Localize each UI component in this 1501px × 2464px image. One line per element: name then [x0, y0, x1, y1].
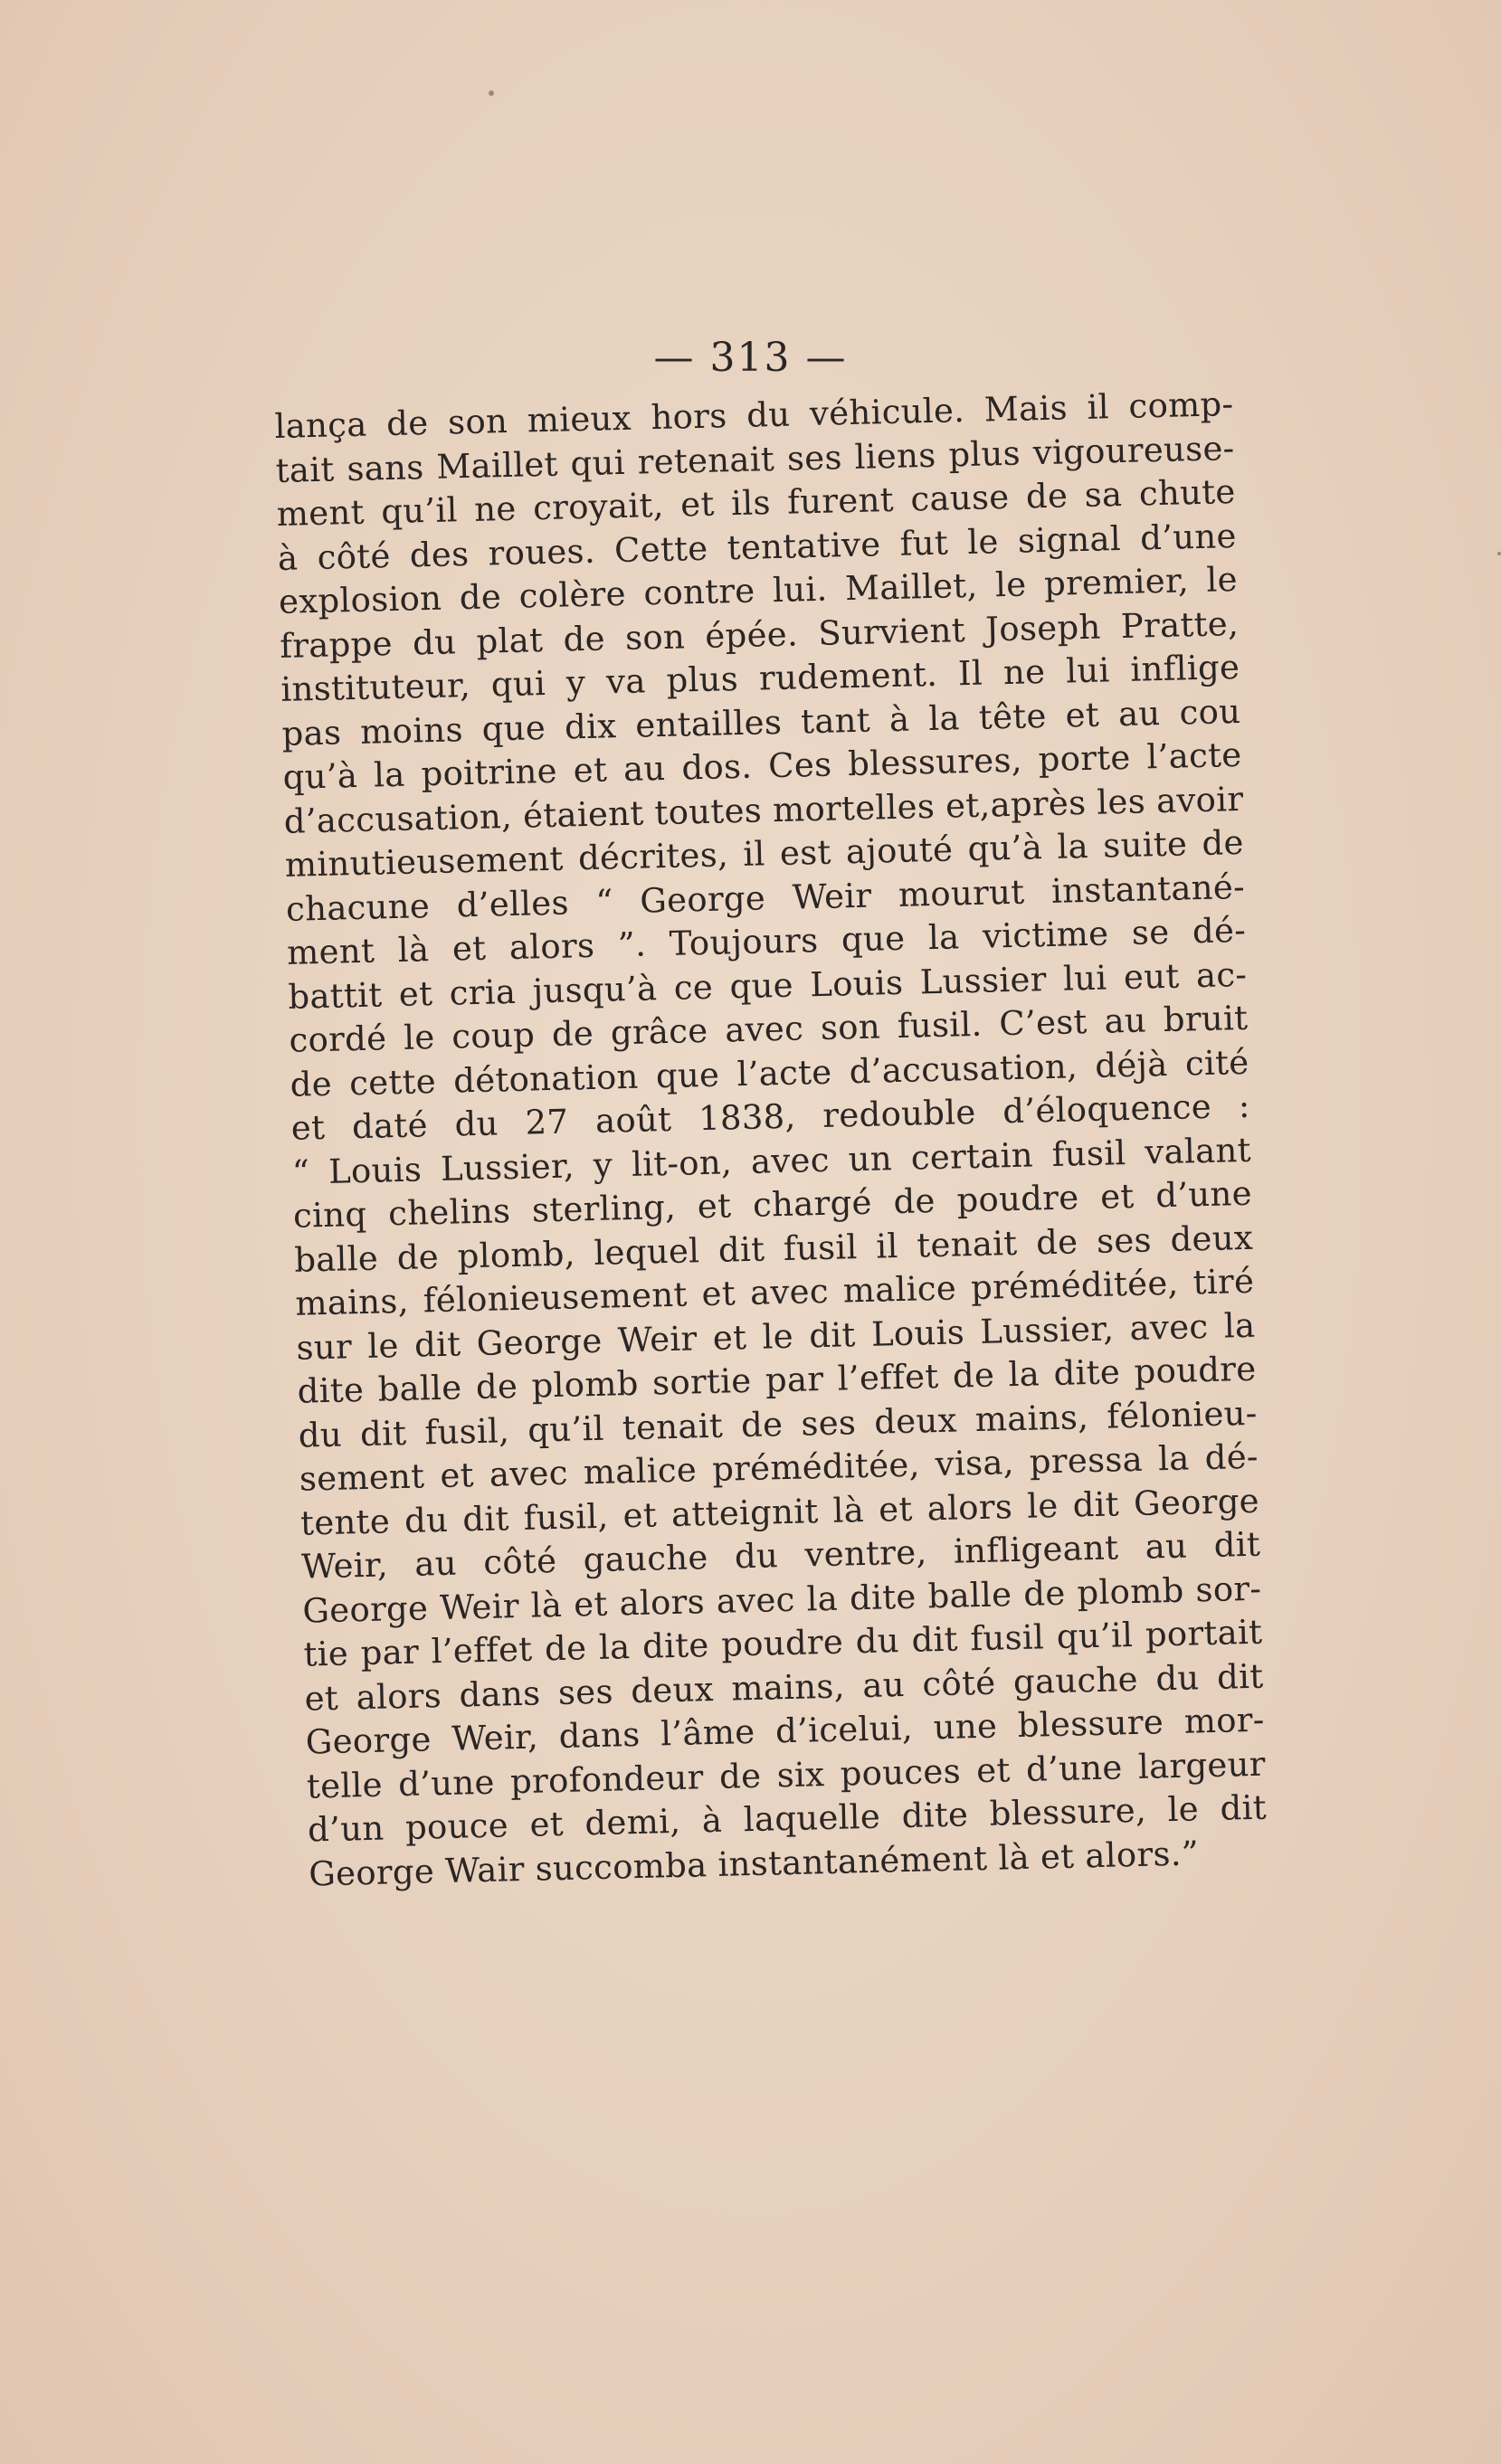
text-line: frappe du plat de son épée. Survient Joseph Pratte,: [279, 603, 1240, 666]
text-line: chacune d’elles “ George Weir mourut instantané-: [285, 867, 1246, 929]
text-line: cinq chelins sterling, et chargé de poudre et d’une: [292, 1173, 1253, 1236]
text-line: telle d’une profondeur de six pouces et d’une largeur: [306, 1744, 1267, 1806]
text-line: et daté du 27 août 1838, redouble d’éloquence :: [290, 1085, 1251, 1148]
text-line: balle de plomb, lequel dit fusil il tenait de ses deux: [293, 1218, 1254, 1280]
text-line: du dit fusil, qu’il tenait de ses deux mains, félonieu-: [298, 1393, 1259, 1455]
text-line: sement et avec malice préméditée, visa, pressa la dé-: [299, 1436, 1259, 1499]
text-line: et alors dans ses deux mains, au côté gauche du dit: [304, 1656, 1264, 1719]
body-text: [274, 383, 1268, 1897]
text-line: d’un pouce et demi, à laquelle dite blessure, le dit: [307, 1787, 1268, 1850]
text-line: George Weir, dans l’âme d’icelui, une blessure mor-: [305, 1700, 1266, 1762]
text-line: tie par l’effet de la dite poudre du dit fusil qu’il portait: [303, 1612, 1263, 1674]
text-line: lança de son mieux hors du véhicule. Mais il comp-: [274, 384, 1234, 446]
text-line: d’accusation, étaient toutes mortelles et,après les avoir: [283, 779, 1244, 841]
text-line: George Weir là et alors avec la dite balle de plomb sor-: [301, 1568, 1262, 1631]
text-line: tente du dit fusil, et atteignit là et alors le dit George: [299, 1481, 1260, 1543]
text-line: de cette détonation que l’acte d’accusation, déjà cité: [290, 1042, 1249, 1104]
text-line: pas moins que dix entailles tant à la tête et au cou: [281, 691, 1241, 753]
text-line: George Wair succomba instantanément là et alors.”: [308, 1833, 1200, 1894]
text-line: sur le dit George Weir et le dit Louis Lussier, avec la: [296, 1305, 1256, 1368]
text-line: “ Louis Lussier, y lit-on, avec un certain fusil valant: [291, 1130, 1252, 1192]
ink-speck: [1497, 552, 1501, 555]
text-line: instituteur, qui y va plus rudement. Il ne lui inflige: [280, 647, 1240, 709]
text-line: dite balle de plomb sortie par l’effet de la dite poudre: [297, 1349, 1257, 1411]
text-line: cordé le coup de grâce avec son fusil. C’est au bruit: [289, 998, 1249, 1060]
text-line: mains, félonieusement et avec malice préméditée, tiré: [294, 1261, 1255, 1323]
page-number: — 313 —: [653, 335, 848, 381]
text-line: Weir, au côté gauche du ventre, infligeant au dit: [300, 1524, 1261, 1587]
text-line: explosion de colère contre lui. Maillet, le premier, le: [278, 559, 1239, 621]
text-line: tait sans Maillet qui retenait ses liens plus vigoureuse-: [275, 428, 1235, 490]
ink-speck: [489, 90, 494, 96]
text-line: battit et cria jusqu’à ce que Louis Lussier lui eut ac-: [287, 954, 1248, 1017]
text-line: à côté des roues. Cette tentative fut le signal d’une: [277, 516, 1238, 578]
text-line: ment qu’il ne croyait, et ils furent cause de sa chute: [276, 471, 1237, 534]
text-line: ment là et alors ”. Toujours que la victime se dé-: [286, 910, 1247, 972]
text-line: qu’à la poitrine et au dos. Ces blessures, porte l’acte: [282, 734, 1242, 797]
text-line: minutieusement décrites, il est ajouté qu’à la suite de: [284, 822, 1245, 885]
